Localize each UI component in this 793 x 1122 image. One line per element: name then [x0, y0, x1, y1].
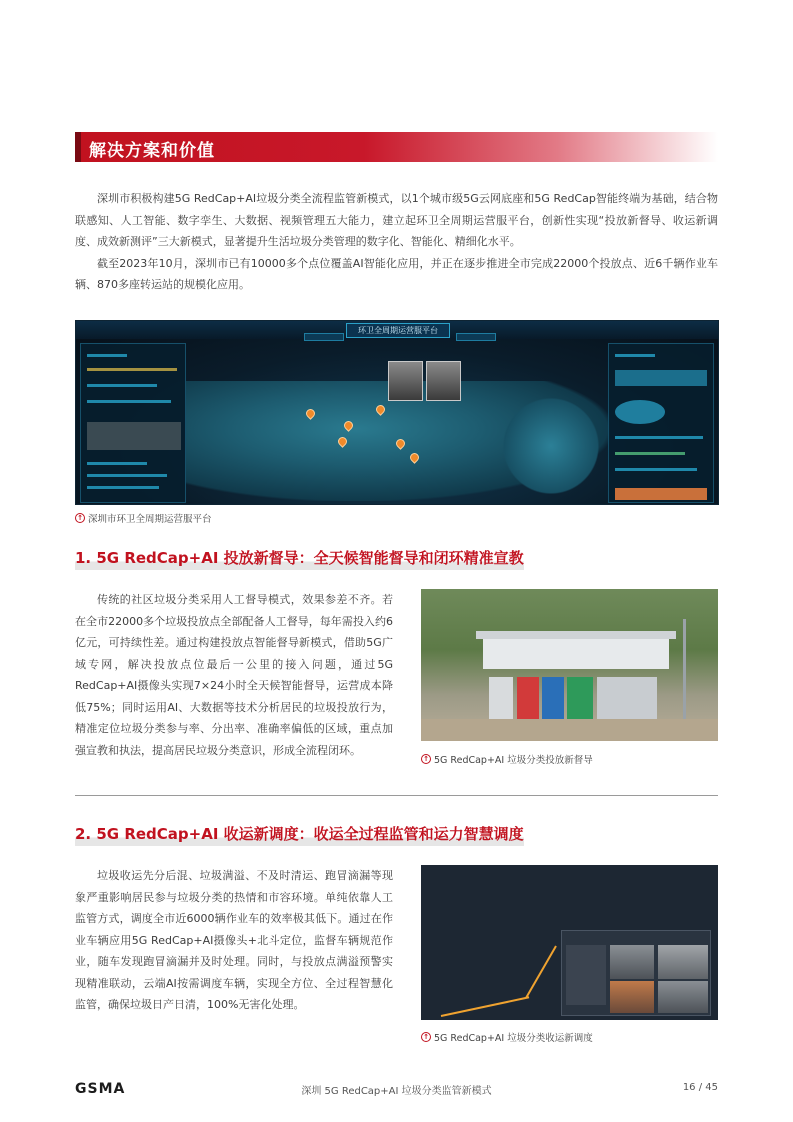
intro-paragraph-2: 截至2023年10月，深圳市已有10000多个点位覆盖AI智能化应用，并正在逐步推进全市完成22000个投放点、近6千辆作业车辆、870多座转运站的规模化应用。: [75, 256, 718, 291]
section-banner: [75, 132, 718, 162]
part2-text: [75, 865, 393, 1016]
dashboard-tab-right: [456, 333, 496, 341]
dashboard-screen-title: 环卫全周期运营服平台: [346, 323, 450, 338]
dispatch-map-image: [421, 865, 718, 1020]
figure2-caption: ↑ 5G RedCap+AI 垃圾分类投放新督导: [421, 752, 593, 766]
camera-snapshot: [610, 981, 654, 1013]
arrow-up-circle-icon: ↑: [421, 754, 431, 764]
figure1-caption: ↑ 深圳市环卫全周期运营服平台: [75, 511, 212, 525]
drop-station-photo: [421, 589, 718, 741]
dashboard-left-panel: [80, 343, 186, 503]
camera-snapshot: [658, 945, 708, 979]
station-signboard: [483, 639, 669, 669]
footer-doc-title: 深圳 5G RedCap+AI 垃圾分类监管新模式: [301, 1086, 492, 1097]
banner-accent-bar: [75, 132, 81, 162]
figure3-caption: ↑ 5G RedCap+AI 垃圾分类收运新调度: [421, 1030, 593, 1044]
dashboard-camera-feed-2: [426, 361, 461, 401]
arrow-up-circle-icon: ↑: [421, 1032, 431, 1042]
bin-gray: [489, 677, 513, 723]
part1-paragraph: 传统的社区垃圾分类采用人工督导模式，效果参差不齐。若在全市22000多个垃圾投放点全部配备人工督导，每年需投入约6亿元，可持续性差。通过构建投放点智能督导新模式，借助5G广域专网，解决投放点位最后一公里的接入问题，通过5G RedCap+AI摄像头实现7×24小时全天候智能督导，运营成本降低75%；同时运用AI、大数据等技术分析居民的垃圾投放行为，精准定位垃圾分类参与率、分出率、准确率偏低的区域，重点加强宣教和执法，提高居民垃圾分类意识，形成全流程闭环。: [75, 593, 393, 757]
vehicle-info-popup: [561, 930, 711, 1016]
dashboard-camera-feed-1: [388, 361, 423, 401]
dashboard-map-region: [496, 391, 606, 501]
section-divider: [75, 795, 718, 796]
ground: [421, 719, 718, 741]
vehicle-route: [525, 946, 557, 999]
dashboard-topbar: [76, 321, 718, 339]
station-roof: [476, 631, 676, 639]
part2-heading: 2. 5G RedCap+AI 收运新调度：收运全过程监管和运力智慧调度: [75, 823, 524, 846]
part1-heading: 1. 5G RedCap+AI 投放新督导：全天候智能督导和闭环精准宣教: [75, 547, 524, 570]
bin-cabinet: [597, 677, 657, 723]
gsma-logo: GSMA: [75, 1081, 126, 1097]
vehicle-route: [441, 996, 529, 1017]
camera-pole: [683, 619, 686, 719]
dashboard-tab-left: [304, 333, 344, 341]
part1-text: [75, 589, 393, 761]
bin-green: [567, 677, 593, 723]
page-number: 16 / 45: [682, 1082, 718, 1093]
arrow-up-circle-icon: ↑: [75, 513, 85, 523]
bin-blue: [542, 677, 564, 723]
part2-paragraph: 垃圾收运先分后混、垃圾满溢、不及时清运、跑冒滴漏等现象严重影响居民参与垃圾分类的热情和市容环境。单纯依靠人工监管方式，调度全市近6000辆作业车的效率极其低下。通过在作业车辆应用5G RedCap+AI摄像头+北斗定位，监督车辆规范作业，随车发现跑冒滴漏并及时处理。同时，与投放点满溢预警实现精准联动，云端AI按需调度车辆，实现全方位、全过程智慧化监管，确保垃圾日产日清，100%无害化处理。: [75, 869, 393, 1011]
camera-snapshot: [610, 945, 654, 979]
camera-snapshot: [658, 981, 708, 1013]
intro-paragraph-1: 深圳市积极构建5G RedCap+AI垃圾分类全流程监管新模式，以1个城市级5G云网底座和5G RedCap智能终端为基础，结合物联感知、人工智能、数字孪生、大数据、视频管理五大能力，建立起环卫全周期运营服平台，创新性实现“投放新督导、收运新调度、成效新测评”三大新模式，显著提升生活垃圾分类管理的数字化、智能化、精细化水平。: [75, 192, 718, 248]
intro-text: [75, 188, 718, 296]
dashboard-right-panel: [608, 343, 714, 503]
platform-dashboard-image: [75, 320, 719, 505]
section-title: 解决方案和价值: [89, 141, 215, 161]
bin-red: [517, 677, 539, 723]
